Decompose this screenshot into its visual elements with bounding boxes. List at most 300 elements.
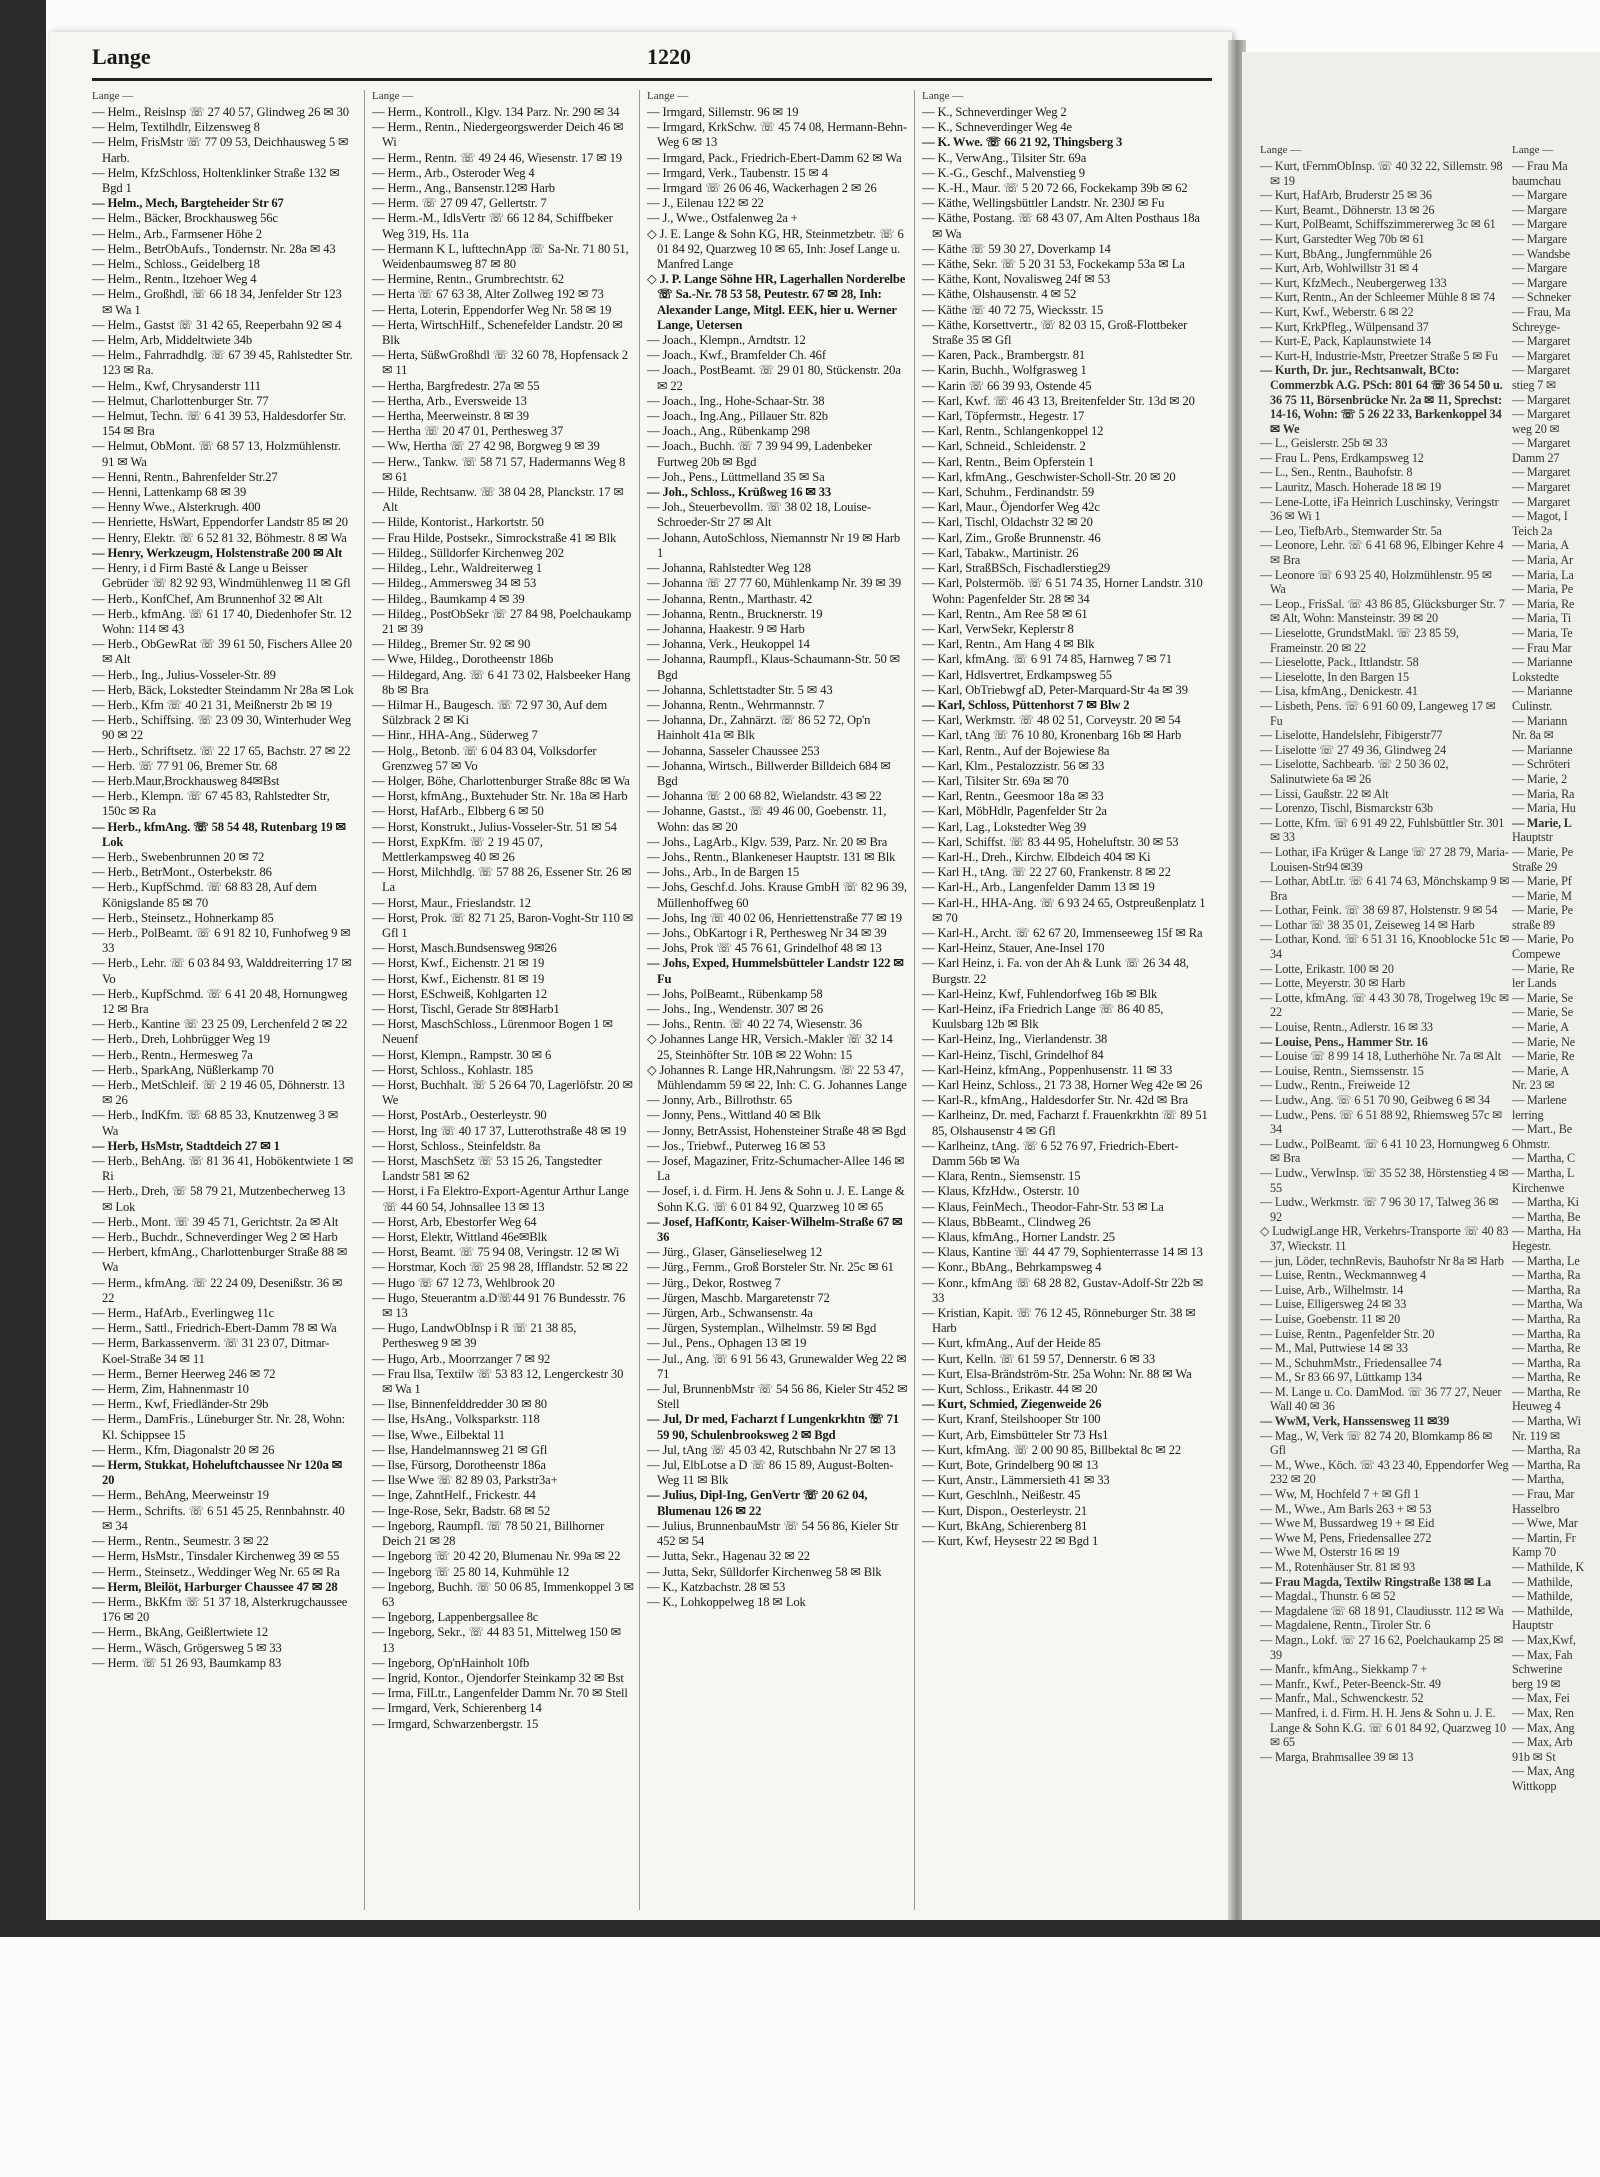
directory-entry: — Hugo, Steuerantm a.D☏44 91 76 Bundesstr. 76 ✉ 13 xyxy=(372,1290,626,1321)
directory-entry: — Kurt, Geschlnh., Neißestr. 45 xyxy=(922,1488,1081,1503)
directory-entry: — Johs, Ing ☏ 40 02 06, Henriettenstraße 77 ✉ 19 xyxy=(647,910,902,925)
directory-entry: — Marie, Re xyxy=(1512,961,1575,976)
directory-entry: — Hertha ☏ 20 47 01, Perthesweg 37 xyxy=(372,424,564,439)
directory-entry: — Karl, kfmAng., Geschwister-Scholl-Str. 20 ✉ 20 xyxy=(922,469,1176,484)
directory-entry: — Johanna, Rentn., Wehrmannstr. 7 xyxy=(647,697,825,712)
directory-entry: — K., VerwAng., Tilsiter Str. 69a xyxy=(922,150,1087,165)
directory-entry: — Frau Magda, Textilw Ringstraße 138 ✉ La xyxy=(1260,1574,1491,1589)
directory-entry: — Karl, VerwSekr, Keplerstr 8 xyxy=(922,621,1074,636)
directory-entry: — Karin, Buchh., Wolfgrasweg 1 xyxy=(922,363,1087,378)
directory-entry: — Maria, Te xyxy=(1512,626,1573,640)
directory-entry: — K., Katzbachstr. 28 ✉ 53 xyxy=(647,1579,786,1594)
directory-entry: — Herb., KupfSchmd. ☏ 6 41 20 48, Hornungweg 12 ✉ Bra xyxy=(92,986,348,1016)
header-rule xyxy=(92,78,1212,81)
directory-column-6 xyxy=(1512,144,1600,1924)
directory-entry: — Herm, Bleilöt, Harburger Chaussee 47 ✉ 28 xyxy=(92,1579,338,1594)
directory-entry: — L., Geislerstr. 25b ✉ 33 xyxy=(1260,436,1388,451)
directory-entry: — Johanna, Sasseler Chaussee 253 xyxy=(647,743,820,758)
column-divider xyxy=(364,90,365,1910)
directory-entry: — Marianne xyxy=(1512,684,1573,699)
directory-entry: — Max, Arb xyxy=(1512,1735,1573,1750)
directory-entry: — Karl, Lag., Lokstedter Weg 39 xyxy=(922,819,1087,834)
directory-entry: — Horst, ESchweiß, Kohlgarten 12 xyxy=(372,986,547,1001)
directory-entry: — Herb., kfmAng. ☏ 61 17 40, Diedenhofer Str. 12 Wohn: 114 ✉ 43 xyxy=(92,606,352,636)
directory-entry: — Leonore ☏ 6 93 25 40, Holzmühlenstr. 95 ✉ Wa xyxy=(1260,567,1492,597)
directory-entry: — Leop., FrisSal. ☏ 43 86 85, Glücksburger Str. 7 ✉ Alt, Wohn: Mansteinstr. 39 ✉ 20 xyxy=(1260,596,1505,626)
directory-entry: — Mathilde, xyxy=(1512,1589,1573,1604)
directory-entry: — Horst, Kwf., Eichenstr. 21 ✉ 19 xyxy=(372,956,545,971)
directory-entry: — Karl, Tilsiter Str. 69a ✉ 70 xyxy=(922,773,1069,788)
directory-entry: — Herb., kfmAng. ☏ 58 54 48, Rutenbarg 19 ✉ Lok xyxy=(92,819,346,849)
directory-entry: — Herbert, kfmAng., Charlottenburger Straße 88 ✉ Wa xyxy=(92,1245,348,1275)
directory-entry: Kamp 70 xyxy=(1512,1545,1556,1560)
directory-entry: — Konr., kfmAng ☏ 68 28 82, Gustav-Adolf-Str 22b ✉ 33 xyxy=(922,1275,1204,1305)
directory-entry: — Jul, BrunnenbMstr ☏ 54 56 86, Kieler Str 452 ✉ Stell xyxy=(647,1382,908,1412)
directory-entry: — Joach., Buchh. ☏ 7 39 94 99, Ladenbeker Furtweg 20b ✉ Bgd xyxy=(647,439,873,469)
directory-entry: ◇ Johannes R. Lange HR,Nahrungsm. ☏ 22 53 47, Mühlendamm 59 ✉ 22, Inh: C. G. Johannes Lange xyxy=(647,1062,907,1092)
directory-entry: — Holger, Böhe, Charlottenburger Straße 88c ✉ Wa xyxy=(372,773,630,788)
running-head: Lange — xyxy=(1260,144,1302,156)
page-number: 1220 xyxy=(647,44,691,69)
scan-margin xyxy=(0,1937,1600,2177)
directory-entry: — Ilse, Handelmannsweg 21 ✉ Gfl xyxy=(372,1442,548,1457)
directory-entry: — Johs, PolBeamt., Rübenkamp 58 xyxy=(647,986,823,1001)
directory-entry: — Marie, M xyxy=(1512,888,1572,903)
directory-entry: — Herm., Rentn., Niedergeorgswerder Deich 46 ✉ Wi xyxy=(372,120,624,150)
directory-entry: — Luise, Rentn., Weckmannweg 4 xyxy=(1260,1268,1426,1283)
directory-entry: — Lieselotte, Pack., Ittlandstr. 58 xyxy=(1260,655,1419,670)
directory-entry: — Ludw., VerwInsp. ☏ 35 52 38, Hörstenstieg 4 ✉ 55 xyxy=(1260,1165,1509,1195)
directory-entry: — Herm., kfmAng. ☏ 22 24 09, Desenißstr. 36 ✉ 22 xyxy=(92,1275,343,1305)
directory-entry: — Karl, Rentn., Am Ree 58 ✉ 61 xyxy=(922,606,1088,621)
directory-entry: — Karl H., tAng. ☏ 22 27 60, Frankenstr. 8 ✉ 22 xyxy=(922,865,1171,880)
directory-entry: — Martha, Wa xyxy=(1512,1297,1583,1312)
directory-entry: — Ww, M, Hochfeld 7 + ✉ Gfl 1 xyxy=(1260,1487,1420,1502)
directory-entry: — Kurt, PolBeamt, Schiffszimmererweg 3c ✉ 61 xyxy=(1260,217,1496,232)
directory-column-2 xyxy=(372,90,634,1910)
directory-entry: — Herb, HsMstr, Stadtdeich 27 ✉ 1 xyxy=(92,1138,280,1153)
directory-entry: — Margare xyxy=(1512,275,1567,290)
directory-entry: — Herm., BkAng, Geißlertwiete 12 xyxy=(92,1625,269,1640)
directory-entry: — Helm., Reislnsp ☏ 27 40 57, Glindweg 26 ✉ 30 xyxy=(92,105,349,119)
directory-entry: Hauptstr xyxy=(1512,830,1553,845)
directory-entry: — Herta, SüßwGroßhdl ☏ 32 60 78, Hopfensack 2 ✉ 11 xyxy=(372,348,628,378)
directory-entry: — Karl, tAng ☏ 76 10 80, Kronenbarg 16b ✉ Harb xyxy=(922,728,1182,743)
directory-entry: — Horst, Schloss., Kohlastr. 185 xyxy=(372,1062,534,1077)
directory-entry: — Inge-Rose, Sekr, Badstr. 68 ✉ 52 xyxy=(372,1503,551,1518)
directory-entry: — Karl, Rentn., Beim Opferstein 1 xyxy=(922,454,1095,469)
directory-entry: — Liselotte ☏ 27 49 36, Glindweg 24 xyxy=(1260,742,1447,757)
directory-entry: — Horst, Beamt. ☏ 75 94 08, Veringstr. 12 ✉ Wi xyxy=(372,1245,620,1260)
directory-entry: — WwM, Verk, Hanssensweg 11 ✉39 xyxy=(1260,1414,1450,1429)
directory-entry: — Margare xyxy=(1512,202,1567,217)
directory-entry: — Horst, Klempn., Rampstr. 30 ✉ 6 xyxy=(372,1047,552,1062)
directory-entry: — Herb.Maur,Brockhausweg 84✉Bst xyxy=(92,773,280,788)
directory-entry: — Ingeborg, Raumpfl. ☏ 78 50 21, Billhorner Deich 21 ✉ 28 xyxy=(372,1518,605,1549)
directory-entry: — Horst, Maur., Frieslandstr. 12 xyxy=(372,895,531,910)
directory-entry: — Louise ☏ 8 99 14 18, Lutherhöhe Nr. 7a ✉ Alt xyxy=(1260,1049,1501,1064)
directory-entry: — Herm. ☏ 51 26 93, Baumkamp 83 xyxy=(92,1655,282,1670)
directory-entry: berg 19 ✉ xyxy=(1512,1676,1561,1691)
directory-entry: — Konr., BbAng., Behrkampsweg 4 xyxy=(922,1260,1102,1275)
directory-entry: — Marie, Pe xyxy=(1512,844,1573,859)
right-page xyxy=(1242,52,1600,1937)
directory-entry: Hauptstr xyxy=(1512,1618,1553,1633)
directory-entry: — Herm, Zim, Hahnenmastr 10 xyxy=(92,1382,249,1397)
directory-entry: — Kurt, Elsa-Brändström-Str. 25a Wohn: Nr. 88 ✉ Wa xyxy=(922,1366,1192,1381)
directory-entry: — Kurt, Kwf., Weberstr. 6 ✉ 22 xyxy=(1260,304,1414,319)
directory-entry: — M., Mal, Puttwiese 14 ✉ 33 xyxy=(1260,1341,1408,1356)
directory-entry: — M., SchuhmMstr., Friedensallee 74 xyxy=(1260,1355,1442,1370)
directory-entry: — Jul., Ang. ☏ 6 91 56 43, Grunewalder Weg 22 ✉ 71 xyxy=(647,1351,907,1381)
directory-entry: — Lieselotte, GrundstMakl. ☏ 23 85 59, Frameinstr. 20 ✉ 22 xyxy=(1260,626,1459,655)
directory-entry: — Jul., Pens., Ophagen 13 ✉ 19 xyxy=(647,1336,807,1351)
directory-entry: Schreyge- xyxy=(1512,319,1561,334)
directory-entry: — Mag., W, Verk ☏ 82 74 20, Blomkamp 86 ✉ Gfl xyxy=(1260,1428,1493,1458)
directory-entry: — Martha, xyxy=(1512,1472,1565,1487)
directory-entry: — jun, Löder, technRevis, Bauhofstr Nr 8a ✉ Harb xyxy=(1260,1253,1504,1268)
directory-entry: — M., Sr 83 66 97, Lüttkamp 134 xyxy=(1260,1370,1422,1385)
directory-entry: Culinstr. xyxy=(1512,698,1553,713)
directory-entry: — Herb., Klempn. ☏ 67 45 83, Rahlstedter Str, 150c ✉ Ra xyxy=(92,789,330,819)
directory-entry: — Herm., Kwf, Friedländer-Str 29b xyxy=(92,1397,269,1412)
directory-entry: — Käthe, Wellingsbüttler Landstr. Nr. 230J ✉ Fu xyxy=(922,196,1165,211)
directory-entry: — Marie, Re xyxy=(1512,1049,1575,1064)
directory-entry: — Herb., Kantine ☏ 23 25 09, Lerchenfeld 2 ✉ 22 xyxy=(92,1017,348,1032)
directory-entry: — Julius, BrunnenbauMstr ☏ 54 56 86, Kieler Str 452 ✉ 54 xyxy=(647,1518,899,1549)
directory-entry: — Maria, Re xyxy=(1512,596,1575,611)
directory-entry: — Horst, PostArb., Oesterleystr. 90 xyxy=(372,1108,547,1123)
directory-entry: — Ilse Wwe ☏ 82 89 03, Parkstr3a+ xyxy=(372,1473,558,1488)
directory-entry: Wittkopp xyxy=(1512,1778,1557,1793)
directory-entry: — Martha, Re xyxy=(1512,1341,1581,1356)
directory-entry: — Hugo, LandwObInsp i R ☏ 21 38 85, Perthesweg 9 ✉ 39 xyxy=(372,1321,577,1351)
directory-entry: — Kurt, Arb, Wohlwillstr 31 ✉ 4 xyxy=(1260,261,1419,276)
directory-entry: — Maria, Ti xyxy=(1512,611,1571,626)
directory-entry: — Magdal., Thunstr. 6 ✉ 52 xyxy=(1260,1589,1396,1604)
directory-entry: — Marie, Po xyxy=(1512,932,1574,947)
directory-entry: — Jul, Dr med, Facharzt f Lungenkrkhtn ☏ 71 59 90, Schulenbrooksweg 2 ✉ Bgd xyxy=(647,1412,899,1442)
directory-entry: — Kurt, KrkPfleg., Wülpensand 37 xyxy=(1260,319,1429,334)
directory-entry: — Max, Ren xyxy=(1512,1705,1574,1720)
directory-entry: — Lothar, iFa Krüger & Lange ☏ 27 28 79, Maria-Louisen-Str94 ✉39 xyxy=(1260,844,1509,874)
directory-entry: — Martin, Fr xyxy=(1512,1530,1576,1545)
directory-entry: — Martha, C xyxy=(1512,1151,1576,1166)
directory-entry: — Margare xyxy=(1512,217,1567,232)
directory-entry: — Käthe, Olshausenstr. 4 ✉ 52 xyxy=(922,287,1077,302)
directory-entry: — Martha, Ra xyxy=(1512,1311,1581,1326)
directory-entry: — Leonore, Lehr. ☏ 6 41 68 96, Elbinger Kehre 4 ✉ Bra xyxy=(1260,538,1504,568)
directory-entry: — Jonny, Pens., Wittland 40 ✉ Blk xyxy=(647,1108,821,1123)
directory-entry: — Irmgard, KrkSchw. ☏ 45 74 08, Hermann-Behn-Weg 6 ✉ 13 xyxy=(647,120,907,150)
directory-entry: — Johanna ☏ 27 77 60, Mühlenkamp Nr. 39 ✉ 39 xyxy=(647,576,902,591)
directory-entry: — Martha, Le xyxy=(1512,1253,1580,1268)
directory-entry: — Horst, Konstrukt., Julius-Vosseler-Str. 51 ✉ 54 xyxy=(372,819,617,834)
directory-entry: — Magot, I xyxy=(1512,509,1568,524)
directory-entry: — Marianne xyxy=(1512,742,1573,757)
directory-entry: — Herm., Sattl., Friedrich-Ebert-Damm 78 ✉ Wa xyxy=(92,1321,337,1336)
directory-entry: — Horst, Schloss., Steinfeldstr. 8a xyxy=(372,1138,541,1153)
directory-entry: — Karl, Maur., Öjendorfer Weg 42c xyxy=(922,500,1100,515)
directory-entry: — Helm, KfzSchloss, Holtenklinker Straße 132 ✉ Bgd 1 xyxy=(92,165,340,196)
directory-entry: — Karl-R., kfmAng., Haldesdorfer Str. Nr. 42d ✉ Bra xyxy=(922,1093,1188,1108)
running-head: Lange — xyxy=(922,90,964,102)
directory-entry: — Kurt, kfmAng., Auf der Heide 85 xyxy=(922,1336,1101,1351)
directory-entry: — K., Schneverdinger Weg 2 xyxy=(922,105,1067,119)
directory-entry: — Karl-Heinz, iFa Friedrich Lange ☏ 86 40 85, Kuulsbarg 12b ✉ Blk xyxy=(922,1001,1164,1032)
directory-entry: — Lorenzo, Tischl, Bismarckstr 63b xyxy=(1260,801,1433,816)
directory-entry: — Herm., Ang., Bansenstr.12✉ Harb xyxy=(372,181,555,196)
directory-entry: — Irmgard, Pack., Friedrich-Ebert-Damm 62 ✉ Wa xyxy=(647,150,902,165)
directory-entry: — Irmgard, Sillemstr. 96 ✉ 19 xyxy=(647,105,799,119)
directory-entry: — Manfred, i. d. Firm. H. H. Jens & Sohn u. J. E. Lange & Sohn K.G. ☏ 6 01 84 92, Quarzweg 10 ✉ 65 xyxy=(1260,1705,1506,1750)
directory-entry: — Hildeg., Bremer Str. 92 ✉ 90 xyxy=(372,637,531,652)
directory-entry: — Horst, Tischl, Gerade Str 8✉Harb1 xyxy=(372,1001,560,1016)
directory-entry: — Hildeg., Baumkamp 4 ✉ 39 xyxy=(372,591,525,606)
directory-entry: — Schneker xyxy=(1512,290,1572,305)
directory-entry: Damm 27 xyxy=(1512,450,1560,465)
directory-entry: — Karl-Heinz, Tischl, Grindelhof 84 xyxy=(922,1047,1104,1062)
directory-entry: — Margaret xyxy=(1512,348,1571,363)
directory-entry: — Johs, Prok ☏ 45 76 61, Grindelhof 48 ✉ 13 xyxy=(647,941,882,956)
directory-entry: — Johann, AutoSchloss, Niemannstr Nr 19 ✉ Harb 1 xyxy=(647,530,901,560)
directory-entry: — Johs., Rentn. ☏ 40 22 74, Wiesenstr. 36 xyxy=(647,1017,862,1032)
directory-entry: — Karl, Polstermöb. ☏ 6 51 74 35, Horner Landstr. 310 Wohn: Pagenfelder Str. 28 ✉ 34 xyxy=(922,576,1203,606)
directory-entry: — Mathilde, K xyxy=(1512,1560,1585,1574)
directory-entry: — Schröteri xyxy=(1512,757,1571,772)
directory-entry: — Ingrid, Kontor., Ojendorfer Steinkamp 32 ✉ Bst xyxy=(372,1670,624,1685)
directory-entry: — Hertha, Arb., Eversweide 13 xyxy=(372,393,527,408)
directory-entry: — Lauritz, Masch. Hoherade 18 ✉ 19 xyxy=(1260,480,1442,495)
directory-entry: — Lotte, Erikastr. 100 ✉ 20 xyxy=(1260,961,1394,976)
directory-entry: — Karl-Heinz, kfmAng., Poppenhusenstr. 11 ✉ 33 xyxy=(922,1062,1173,1077)
directory-entry: — Mathilde, xyxy=(1512,1603,1573,1618)
directory-entry: — Helm., Mech, Bargteheider Str 67 xyxy=(92,196,284,211)
directory-entry: — K., Lohkoppelweg 18 ✉ Lok xyxy=(647,1594,806,1609)
directory-entry: — Helm., Rentn., Itzehoer Weg 4 xyxy=(92,272,257,287)
directory-entry: — Lothar, Feink. ☏ 38 69 87, Holstenstr. 9 ✉ 54 xyxy=(1260,903,1498,918)
directory-entry: — Kurt-E, Pack, Kaplaunstwiete 14 xyxy=(1260,334,1432,349)
directory-entry: — Frau L. Pens, Erdkampsweg 12 xyxy=(1260,450,1424,465)
directory-entry: — Kurt, tFernmObInsp. ☏ 40 32 22, Sillemstr. 98 ✉ 19 xyxy=(1260,159,1503,188)
directory-entry: — Kurt, BbAng., Jungfernmühle 26 xyxy=(1260,246,1432,261)
directory-entry: — Marie, Se xyxy=(1512,990,1573,1005)
directory-entry: — Manfr., Kwf., Peter-Beenck-Str. 49 xyxy=(1260,1676,1441,1691)
directory-entry: — L., Sen., Rentn., Bauhofstr. 8 xyxy=(1260,465,1413,480)
directory-entry: — Max, Ang xyxy=(1512,1720,1575,1735)
directory-entry: — Herb., Dreh, ☏ 58 79 21, Mutzenbecherweg 13 ✉ Lok xyxy=(92,1184,346,1214)
directory-entry: — Margare xyxy=(1512,231,1567,246)
directory-entry: — Herb, Bäck, Lokstedter Steindamm Nr 28a ✉ Lok xyxy=(92,682,354,697)
directory-entry: — Martha, Ra xyxy=(1512,1355,1581,1370)
directory-entry: — Herb., Mont. ☏ 39 45 71, Gerichtstr. 2a ✉ Alt xyxy=(92,1214,339,1229)
directory-entry: — Jürg., Glaser, Gänselieselweg 12 xyxy=(647,1245,822,1260)
header-surname: Lange xyxy=(92,44,151,69)
directory-entry: Schwerine xyxy=(1512,1662,1563,1677)
directory-entry: — Martha, Re xyxy=(1512,1384,1581,1399)
directory-entry: — Jürg., Dekor, Rostweg 7 xyxy=(647,1275,781,1290)
directory-entry: — Horst, Elektr, Wittland 46e✉Blk xyxy=(372,1230,548,1245)
directory-entry: — M., Wwe., Am Barls 263 + ✉ 53 xyxy=(1260,1501,1432,1516)
directory-entry: — Johs., Ing., Wendenstr. 307 ✉ 26 xyxy=(647,1001,823,1016)
directory-entry: — Kurt, Rentn., An der Schleemer Mühle 8 ✉ 74 xyxy=(1260,290,1495,305)
directory-entry: — Margaret xyxy=(1512,480,1571,495)
directory-entry: baumchau xyxy=(1512,173,1561,188)
directory-entry: — Frau Mar xyxy=(1512,640,1572,655)
directory-entry: — Hildeg., Lehr., Waldreiterweg 1 xyxy=(372,561,543,576)
directory-entry: — Jürg., Fernm., Groß Borsteler Str. Nr. 25c ✉ 61 xyxy=(647,1260,894,1275)
directory-entry: — Jos., Triebwf., Puterweg 16 ✉ 53 xyxy=(647,1138,826,1153)
directory-entry: — Karl, MöbHdlr, Pagenfelder Str 2a xyxy=(922,804,1107,819)
directory-entry: — Herb., Steinsetz., Hohnerkamp 85 xyxy=(92,910,274,925)
directory-entry: — Max, Fei xyxy=(1512,1691,1570,1706)
directory-entry: — Käthe, Postang. ☏ 68 43 07, Am Alten Posthaus 18a ✉ Wa xyxy=(922,211,1200,241)
directory-entry: — Herb., BetrMont., Osterbekstr. 86 xyxy=(92,865,272,880)
directory-entry: — Liselotte, Sachbearb. ☏ 2 50 36 02, Salinutwiete 6a ✉ 26 xyxy=(1260,757,1449,786)
directory-entry: — Karl-H., Archt. ☏ 62 67 20, Immenseeweg 15f ✉ Ra xyxy=(922,925,1203,940)
directory-entry: — Karl, Zim., Große Brunnenstr. 46 xyxy=(922,530,1101,545)
directory-entry: — Lieselotte, In den Bargen 15 xyxy=(1260,669,1409,684)
directory-entry: — Ludw., PolBeamt. ☏ 6 41 10 23, Hornungweg 6 ✉ Bra xyxy=(1260,1136,1509,1166)
directory-entry: — Margaret xyxy=(1512,392,1571,407)
directory-entry: — Horst, ExpKfm. ☏ 2 19 45 07, Mettlerkampsweg 40 ✉ 26 xyxy=(372,834,543,864)
directory-entry: — Herm., DamFris., Lüneburger Str. Nr. 28, Wohn: Kl. Schippsee 15 xyxy=(92,1412,345,1442)
directory-entry: — Herm, HsMstr., Tinsdaler Kirchenweg 39 ✉ 55 xyxy=(92,1549,340,1564)
directory-entry: — Margaret xyxy=(1512,363,1571,378)
directory-entry: — Horst, Masch.Bundsensweg 9✉26 xyxy=(372,941,557,956)
directory-entry: — Lissi, Gaußstr. 22 ✉ Alt xyxy=(1260,786,1389,801)
directory-entry: — Hilde, Kontorist., Harkortstr. 50 xyxy=(372,515,544,530)
directory-entry: — Karl, Rentn., Am Hang 4 ✉ Blk xyxy=(922,637,1095,652)
directory-entry: — Magdalene, Rentn., Tiroler Str. 6 xyxy=(1260,1618,1431,1633)
directory-entry: — Kurth, Dr. jur., Rechtsanwalt, BCto: Commerzbk A.G. PSch: 801 64 ☏ 36 54 50 u. 36 75 11, Börsenbrücke Nr. 2a ✉ 11, Sprechst: 14-16, Wohn: ☏ 5 26 22 33, Barkenkoppel 34 ✉ We xyxy=(1260,363,1503,436)
directory-entry: — Ludw., Werkmstr. ☏ 7 96 30 17, Talweg 36 ✉ 92 xyxy=(1260,1195,1499,1224)
directory-entry: — Kurt, Beamt., Döhnerstr. 13 ✉ 26 xyxy=(1260,202,1435,217)
directory-entry: — Louise, Rentn., Siemssenstr. 15 xyxy=(1260,1063,1424,1078)
directory-entry: Nr. 119 ✉ xyxy=(1512,1428,1561,1443)
directory-entry: — Louise, Pens., Hammer Str. 16 xyxy=(1260,1034,1428,1049)
directory-entry: — Kurt, Schloss., Erikastr. 44 ✉ 20 xyxy=(922,1382,1098,1397)
directory-entry: — Helmut, Techn. ☏ 6 41 39 53, Haldesdorfer Str. 154 ✉ Bra xyxy=(92,409,347,439)
directory-entry: — Magdalene ☏ 68 18 91, Claudiusstr. 112 ✉ Wa xyxy=(1260,1603,1504,1618)
directory-entry: Lokstedte xyxy=(1512,669,1559,684)
directory-entry: — Kurt, Garstedter Weg 70b ✉ 61 xyxy=(1260,231,1425,246)
directory-entry: — Karl-Heinz, Stauer, Ane-Insel 170 xyxy=(922,941,1105,956)
directory-entry: — K. Wwe. ☏ 66 21 92, Thingsberg 3 xyxy=(922,135,1123,150)
directory-entry: — Wandsbe xyxy=(1512,246,1571,261)
directory-entry: — Johanna, Schlettstadter Str. 5 ✉ 43 xyxy=(647,682,833,697)
directory-entry: — Luise, Goebenstr. 11 ✉ 20 xyxy=(1260,1311,1401,1326)
directory-entry: — Henriette, HsWart, Eppendorfer Landstr 85 ✉ 20 xyxy=(92,515,348,530)
directory-entry: — Lisbeth, Pens. ☏ 6 91 60 09, Langeweg 17 ✉ Fu xyxy=(1260,698,1496,728)
directory-entry: — Jürgen, Arb., Schwansenstr. 4a xyxy=(647,1306,813,1321)
directory-entry: — Maria, Pe xyxy=(1512,582,1573,597)
directory-entry: — Lothar, AbtLtr. ☏ 6 41 74 63, Mönchskamp 9 ✉ Bra xyxy=(1260,874,1510,903)
directory-entry: — Johanna, Rentn., Brucknerstr. 19 xyxy=(647,606,823,621)
directory-entry: — Herta, Loterin, Eppendorfer Weg Nr. 58 ✉ 19 xyxy=(372,302,612,317)
directory-entry: — Johanna, Haakestr. 9 ✉ Harb xyxy=(647,621,805,636)
directory-entry: — Horstmar, Koch ☏ 25 98 28, Ifflandstr. 52 ✉ 22 xyxy=(372,1260,628,1275)
directory-entry: — Herb., Rentn., Hermesweg 7a xyxy=(92,1047,253,1062)
directory-entry: — Kurt-H, Industrie-Mstr, Preetzer Straße 5 ✉ Fu xyxy=(1260,348,1498,363)
directory-entry: — Kurt, kfmAng. ☏ 2 00 90 85, Billbektal 8c ✉ 22 xyxy=(922,1442,1182,1457)
directory-entry: — Hermine, Rentn., Grumbrechtstr. 62 xyxy=(372,272,564,287)
directory-entry: — Kurt, BkAng, Schierenberg 81 xyxy=(922,1518,1088,1533)
directory-entry: — Johanna, Rentn., Marthastr. 42 xyxy=(647,591,813,606)
directory-entry: — Herb., SparkAng, Nüßlerkamp 70 xyxy=(92,1062,274,1077)
directory-entry: Nr. 23 ✉ xyxy=(1512,1078,1555,1093)
directory-entry: — Karl, ObTriebwgf aD, Peter-Marquard-Str 4a ✉ 39 xyxy=(922,682,1188,697)
directory-entry: — Herm., Rentn. ☏ 49 24 46, Wiesenstr. 17 ✉ 19 xyxy=(372,150,622,165)
directory-entry: — Margare xyxy=(1512,188,1567,203)
directory-entry: — Joh., Pens., Lüttmelland 35 ✉ Sa xyxy=(647,469,825,484)
directory-entry: — Herb., BehAng. ☏ 81 36 41, Hobökentwiete 1 ✉ Ri xyxy=(92,1154,354,1184)
directory-entry: — Ww, Hertha ☏ 27 42 98, Borgweg 9 ✉ 39 xyxy=(372,439,600,454)
directory-entry: — Max, Ang xyxy=(1512,1764,1575,1779)
directory-entry: — Ludw., Rentn., Freiweide 12 xyxy=(1260,1078,1410,1093)
directory-entry: — Karl-H., Dreh., Kirchw. Elbdeich 404 ✉ Ki xyxy=(922,849,1151,864)
directory-entry: — Herta ☏ 67 63 38, Alter Zollweg 192 ✉ 73 xyxy=(372,287,604,302)
directory-entry: — Martha, Ha xyxy=(1512,1224,1581,1239)
directory-entry: — Karl, Töpfermstr., Hegestr. 17 xyxy=(922,409,1085,424)
directory-entry: — Herm., Steinsetz., Weddinger Weg Nr. 65 ✉ Ra xyxy=(92,1564,340,1579)
directory-entry: — Johs., Arb., In de Bargen 15 xyxy=(647,865,799,880)
directory-entry: — Wwe, Hildeg., Dorotheenstr 186b xyxy=(372,652,554,667)
directory-entry: — Joh., Steuerbevollm. ☏ 38 02 18, Louise-Schroeder-Str 27 ✉ Alt xyxy=(647,500,871,530)
directory-entry: 91b ✉ St xyxy=(1512,1749,1556,1764)
directory-entry: — Wwe, Mar xyxy=(1512,1516,1578,1531)
directory-entry: — Johanna, Raumpfl., Klaus-Schaumann-Str. 50 ✉ Bgd xyxy=(647,652,901,682)
directory-entry: — Ludw., Ang. ☏ 6 51 70 90, Geibweg 6 ✉ 34 xyxy=(1260,1093,1490,1107)
directory-entry: — Irmgard, Verk., Taubenstr. 15 ✉ 4 xyxy=(647,165,828,180)
directory-entry: — Manfr., kfmAng., Siekkamp 7 + xyxy=(1260,1662,1428,1677)
directory-entry: — J., Eilenau 122 ✉ 22 xyxy=(647,196,764,211)
directory-entry: — Ingeborg ☏ 20 42 20, Blumenau Nr. 99a ✉ 22 xyxy=(372,1549,621,1564)
directory-entry: — Hildegard, Ang. ☏ 6 41 73 02, Halsbeeker Hang 8b ✉ Bra xyxy=(372,667,631,697)
directory-entry: — Horst, MaschSetz ☏ 53 15 26, Tangstedter Landstr 581 ✉ 62 xyxy=(372,1154,602,1184)
directory-entry: — Hugo ☏ 67 12 73, Wehlbrook 20 xyxy=(372,1275,555,1290)
directory-entry: — Wwe M, Bussardweg 19 + ✉ Eid xyxy=(1260,1516,1435,1531)
directory-entry: — Lothar, Kond. ☏ 6 51 31 16, Knooblocke 51c ✉ 34 xyxy=(1260,932,1510,962)
directory-entry: — Margare xyxy=(1512,261,1567,276)
directory-entry: — Karl, Schneid., Schleidenstr. 2 xyxy=(922,439,1086,454)
directory-entry: — Karlheinz, Dr. med, Facharzt f. Frauenkrkhtn ☏ 89 51 85, Olshausenstr 4 ✉ Gfl xyxy=(922,1108,1208,1138)
directory-entry: — Helm., Arb., Farmsener Höhe 2 xyxy=(92,226,262,241)
directory-entry: — Johanna ☏ 2 00 68 82, Wielandstr. 43 ✉ 22 xyxy=(647,789,882,804)
directory-entry: — Joach., Klempn., Arndtstr. 12 xyxy=(647,333,806,348)
directory-entry: — Karl, Rentn., Auf der Bojewiese 8a xyxy=(922,743,1110,758)
directory-entry: — Horst, MaschSchloss., Lürenmoor Bogen 1 ✉ Neuenf xyxy=(372,1017,613,1047)
directory-entry: — Josef, i. d. Firm. H. Jens & Sohn u. J. E. Lange & Sohn K.G. ☏ 6 01 84 92, Quarzweg 10 ✉ 65 xyxy=(647,1184,905,1214)
directory-entry: stieg 7 ✉ xyxy=(1512,377,1557,392)
directory-entry: — Karl, Klm., Pestalozzistr. 56 ✉ 33 xyxy=(922,758,1105,773)
directory-entry: — K.-G., Geschf., Malvenstieg 9 xyxy=(922,165,1085,180)
directory-column-4 xyxy=(922,90,1212,1910)
directory-entry: Nr. 8a ✉ xyxy=(1512,728,1554,743)
directory-entry: — Luise, Arb., Wilhelmstr. 14 xyxy=(1260,1282,1404,1297)
directory-entry: — Herm., BkKfm ☏ 51 37 18, Alsterkrugchaussee 176 ✉ 20 xyxy=(92,1594,348,1625)
directory-entry: — Irmgard ☏ 26 06 46, Wackerhagen 2 ✉ 26 xyxy=(647,181,877,196)
directory-entry: — Johanna, Wirtsch., Billwerder Billdeich 684 ✉ Bgd xyxy=(647,758,891,788)
directory-entry: — Joach., Ing., Hohe-Schaar-Str. 38 xyxy=(647,393,825,408)
directory-entry: — Karl, Rentn., Geesmoor 18a ✉ 33 xyxy=(922,789,1104,804)
directory-entry: — Henry, Elektr. ☏ 6 52 81 32, Böhmestr. 8 ✉ Wa xyxy=(92,530,347,545)
directory-entry: — Marga, Brahmsallee 39 ✉ 13 xyxy=(1260,1749,1414,1764)
directory-entry: — Kurt, Kwf, Heysestr 22 ✉ Bgd 1 xyxy=(922,1534,1099,1549)
directory-entry: — Horst, Milchhdlg. ☏ 57 88 26, Essener Str. 26 ✉ La xyxy=(372,865,632,895)
directory-entry: Hegestr. xyxy=(1512,1238,1552,1253)
directory-entry: — Käthe, Kont, Novalisweg 24f ✉ 53 xyxy=(922,272,1111,287)
